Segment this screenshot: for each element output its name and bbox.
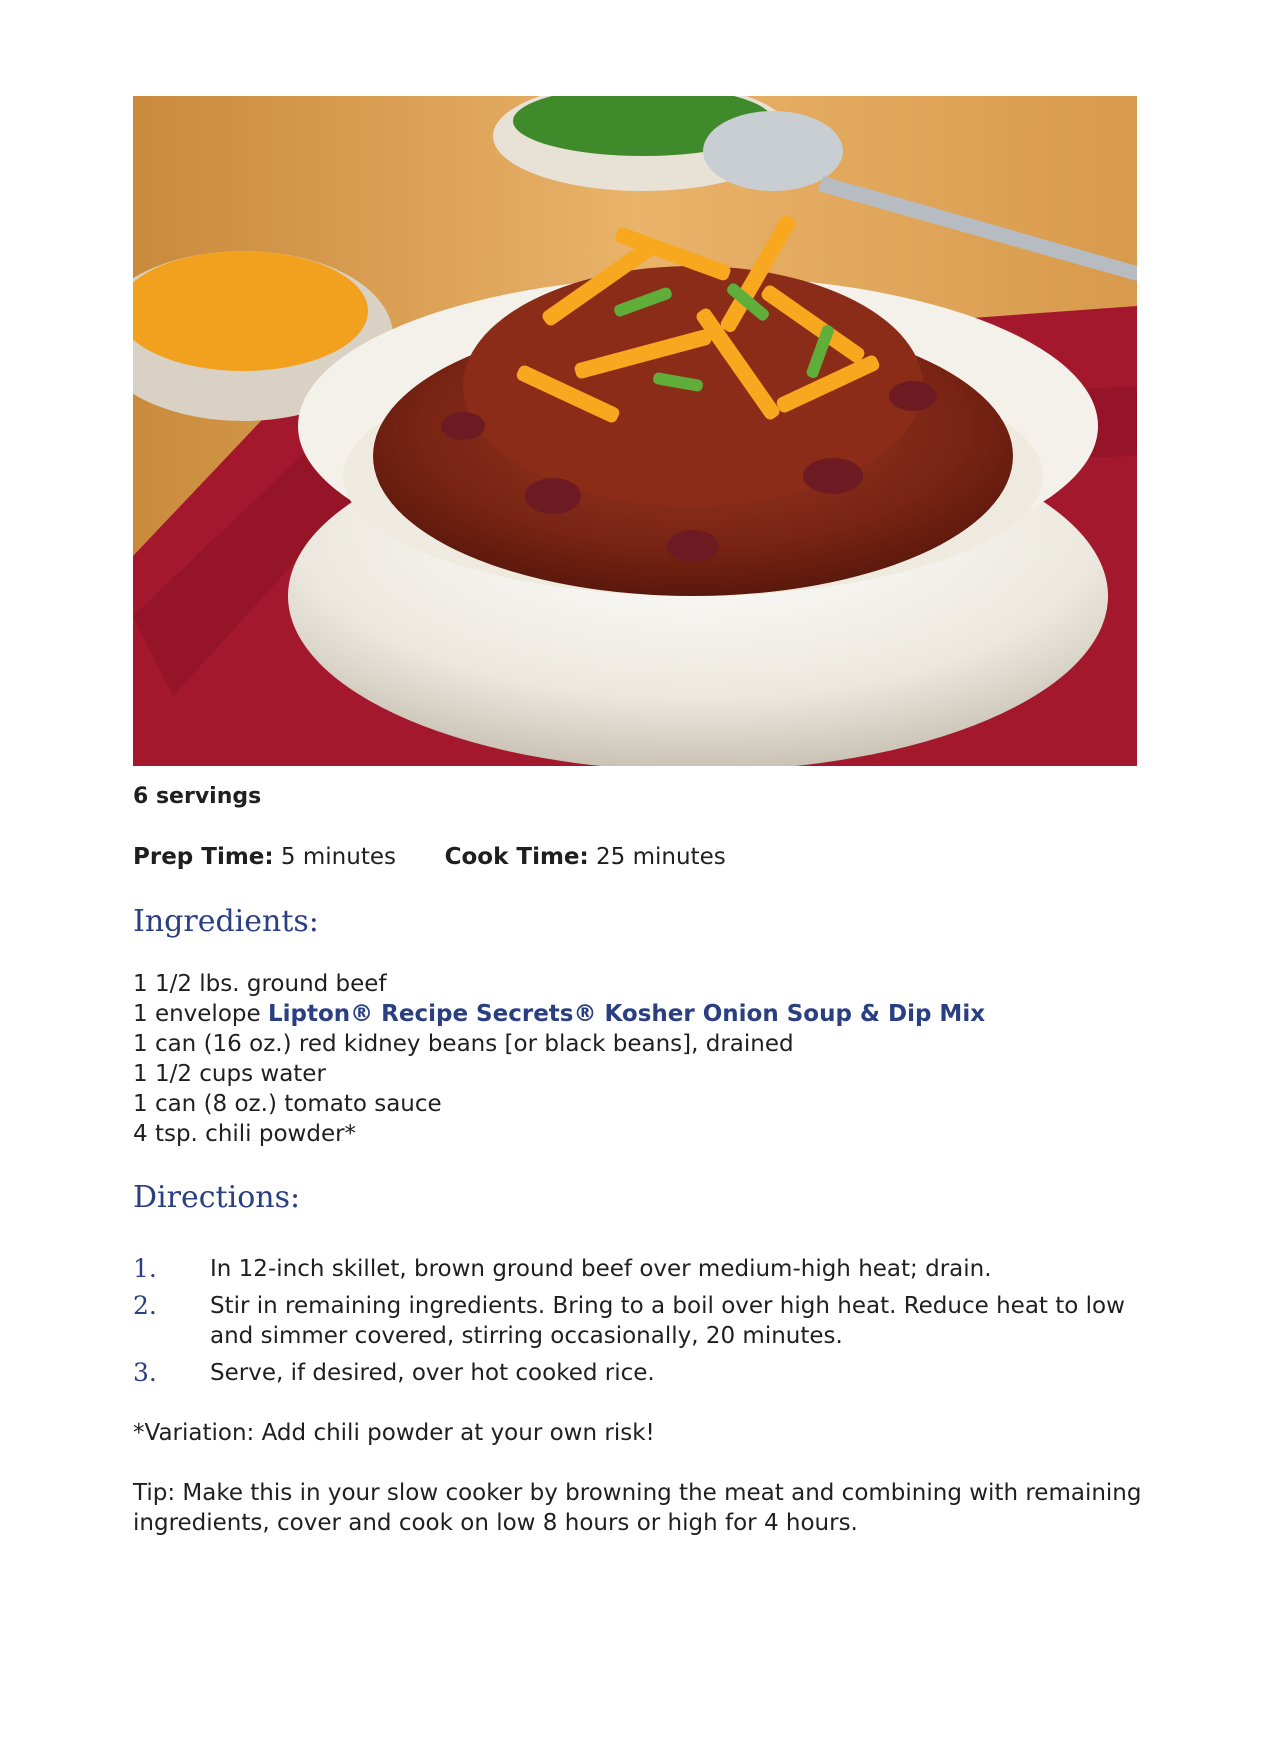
directions-list — [133, 1254, 1143, 1395]
step-text: In 12-inch skillet, brown ground beef over medium-high heat; drain. — [210, 1256, 992, 1282]
ingredient-item: 4 tsp. chili powder* — [133, 1121, 357, 1147]
variation-note: *Variation: Add chili powder at your own risk! — [133, 1420, 655, 1446]
servings-label: 6 servings — [133, 784, 262, 809]
prep-time-label: Prep Time: — [133, 844, 274, 870]
chili-bowl-illustration — [133, 96, 1137, 766]
ingredient-item: 1 can (16 oz.) red kidney beans [or black beans], drained — [133, 1031, 794, 1057]
directions-heading: Directions: — [133, 1180, 301, 1215]
step-number: 2. — [133, 1291, 157, 1320]
direction-step — [133, 1358, 1143, 1388]
direction-step — [133, 1291, 1143, 1351]
step-number: 3. — [133, 1358, 157, 1387]
ingredient-prefix: 1 envelope — [133, 1001, 268, 1027]
time-info — [133, 844, 726, 870]
ingredient-brand-link[interactable]: Lipton® Recipe Secrets® Kosher Onion Soup & Dip Mix — [267, 1001, 986, 1027]
recipe-photo — [133, 96, 1137, 766]
ingredients-heading: Ingredients: — [133, 904, 319, 939]
ingredient-item — [133, 999, 985, 1029]
prep-time-value: 5 minutes — [280, 844, 396, 870]
step-number: 1. — [133, 1254, 157, 1283]
ingredient-item: 1 1/2 cups water — [133, 1061, 326, 1087]
ingredients-list — [133, 969, 985, 1149]
step-text: Serve, if desired, over hot cooked rice. — [210, 1360, 655, 1386]
ingredient-item: 1 1/2 lbs. ground beef — [133, 971, 387, 997]
tip-note: Tip: Make this in your slow cooker by browning the meat and combining with remaining ingredients, cover and cook on low 8 hours or high for 4 hours. — [133, 1480, 1142, 1536]
cook-time-label: Cook Time: — [444, 844, 589, 870]
cook-time-value: 25 minutes — [596, 844, 726, 870]
direction-step — [133, 1254, 1143, 1284]
ingredient-item: 1 can (8 oz.) tomato sauce — [133, 1091, 442, 1117]
step-text: Stir in remaining ingredients. Bring to a boil over high heat. Reduce heat to low and simmer covered, stirring occasionally, 20 minutes. — [210, 1293, 1125, 1349]
